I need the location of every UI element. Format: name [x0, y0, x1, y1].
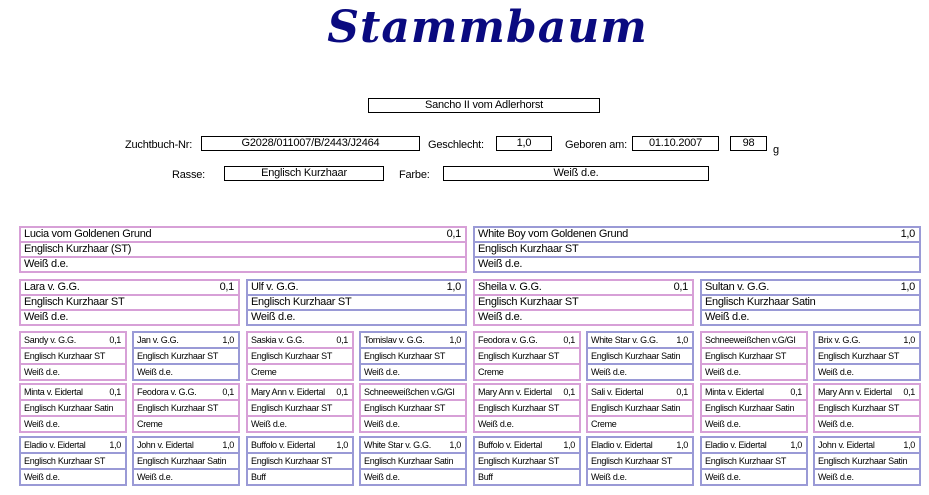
card-sex-field: 0,1 [219, 281, 234, 293]
card-breed-field: Englisch Kurzhaar Satin [137, 456, 227, 466]
card-name-field: Sultan v. G.G. [705, 281, 770, 293]
card-breed-field: Englisch Kurzhaar ST [478, 296, 579, 308]
card-row-color[interactable] [361, 417, 465, 431]
pedigree-card-g4a-5[interactable] [586, 383, 694, 433]
card-row-breed[interactable] [815, 401, 919, 415]
card-row-name[interactable] [588, 333, 692, 347]
card-breed-field: Englisch Kurzhaar ST [705, 456, 787, 466]
page-title: Stammbaum [327, 2, 648, 53]
pedigree-card-g4b-4[interactable] [473, 436, 581, 486]
card-row-name[interactable] [475, 438, 579, 452]
card-name-field: Jan v. G.G. [137, 335, 179, 345]
gewicht-field[interactable]: 98 [730, 136, 767, 151]
card-breed-field: Englisch Kurzhaar ST [251, 351, 333, 361]
card-name-field: Lucia vom Goldenen Grund [24, 228, 152, 240]
card-name-field: White Star v. G.G. [591, 335, 658, 345]
pedigree-card-mother[interactable] [19, 226, 467, 273]
card-row-name[interactable] [134, 333, 238, 347]
card-row-name[interactable] [248, 281, 465, 294]
pedigree-card-ggp-7[interactable] [813, 331, 921, 381]
card-row-breed[interactable] [21, 243, 465, 256]
card-sex-field: 1,0 [900, 281, 915, 293]
card-row-color[interactable] [361, 365, 465, 379]
card-row-name[interactable] [248, 333, 352, 347]
card-sex-field: 0,1 [673, 281, 688, 293]
pedigree-card-g4a-2[interactable] [246, 383, 354, 433]
card-sex-field: 0,1 [222, 387, 234, 397]
card-color-field: Weiß d.e. [705, 367, 741, 377]
card-color-field: Weiß d.e. [364, 419, 400, 429]
card-row-name[interactable] [21, 385, 125, 399]
card-row-color[interactable] [475, 470, 579, 484]
card-row-color[interactable] [134, 417, 238, 431]
card-name-field: Feodora v. G.G. [137, 387, 197, 397]
card-row-breed[interactable] [134, 349, 238, 363]
card-name-field: Mary Ann v. Eidertal [478, 387, 552, 397]
card-color-field: Buff [251, 472, 266, 482]
card-row-name[interactable] [248, 438, 352, 452]
geschlecht-label: Geschlecht: [428, 139, 484, 151]
card-color-field: Buff [478, 472, 493, 482]
card-row-name[interactable] [361, 333, 465, 347]
card-color-field: Weiß d.e. [251, 311, 296, 323]
pedigree-card-father[interactable] [473, 226, 921, 273]
card-name-field: Minta v. Eidertal [24, 387, 83, 397]
card-color-field: Weiß d.e. [705, 311, 750, 323]
card-color-field: Creme [137, 419, 163, 429]
card-color-field: Weiß d.e. [705, 472, 741, 482]
card-name-field: Schneeweißchen v.G/GI [364, 387, 455, 397]
card-row-breed[interactable] [475, 454, 579, 468]
card-breed-field: Englisch Kurzhaar ST [137, 351, 219, 361]
card-sex-field: 0,1 [446, 228, 461, 240]
card-color-field: Creme [251, 367, 277, 377]
card-row-name[interactable] [702, 438, 806, 452]
card-sex-field: 1,0 [900, 228, 915, 240]
card-row-color[interactable] [21, 470, 125, 484]
card-row-breed[interactable] [248, 401, 352, 415]
card-row-breed[interactable] [248, 296, 465, 309]
card-row-name[interactable] [475, 281, 692, 294]
card-color-field: Creme [478, 367, 504, 377]
card-breed-field: Englisch Kurzhaar ST [24, 456, 106, 466]
card-name-field: Mary Ann v. Eidertal [818, 387, 892, 397]
card-name-field: Tomislav v. G.G. [364, 335, 425, 345]
card-row-breed[interactable] [21, 454, 125, 468]
pedigree-card-g4a-6[interactable] [700, 383, 808, 433]
card-sex-field: 0,1 [676, 387, 688, 397]
card-row-breed[interactable] [134, 401, 238, 415]
geschlecht-field[interactable]: 1,0 [496, 136, 552, 151]
card-row-name[interactable] [815, 333, 919, 347]
pedigree-card-ggp-4[interactable] [473, 331, 581, 381]
card-row-breed[interactable] [475, 296, 692, 309]
card-row-breed[interactable] [588, 454, 692, 468]
pedigree-card-g4b-7[interactable] [813, 436, 921, 486]
card-name-field: Ulf v. G.G. [251, 281, 299, 293]
card-name-field: Sali v. Eidertal [591, 387, 644, 397]
card-breed-field: Englisch Kurzhaar ST [24, 296, 125, 308]
pedigree-card-ggp-3[interactable] [359, 331, 467, 381]
card-breed-field: Englisch Kurzhaar Satin [591, 403, 681, 413]
card-breed-field: Englisch Kurzhaar ST [251, 403, 333, 413]
card-breed-field: Englisch Kurzhaar Satin [364, 456, 454, 466]
card-sex-field: 1,0 [449, 335, 461, 345]
card-color-field: Weiß d.e. [705, 419, 741, 429]
pedigree-card-gp-1[interactable] [246, 279, 467, 326]
card-color-field: Weiß d.e. [24, 472, 60, 482]
card-row-color[interactable] [475, 311, 692, 324]
card-color-field: Weiß d.e. [818, 367, 854, 377]
card-row-color[interactable] [815, 417, 919, 431]
card-row-breed[interactable] [21, 296, 238, 309]
card-name-field: Sheila v. G.G. [478, 281, 542, 293]
card-sex-field: 1,0 [676, 335, 688, 345]
card-breed-field: Englisch Kurzhaar ST [251, 456, 333, 466]
card-name-field: White Star v. G.G. [364, 440, 431, 450]
card-row-color[interactable] [588, 470, 692, 484]
card-sex-field: 1,0 [446, 281, 461, 293]
card-color-field: Weiß d.e. [24, 258, 69, 270]
card-row-color[interactable] [21, 417, 125, 431]
card-sex-field: 1,0 [676, 440, 688, 450]
dog-name-field[interactable]: Sancho II vom Adlerhorst [368, 98, 600, 113]
card-row-name[interactable] [21, 281, 238, 294]
card-name-field: Saskia v. G.G. [251, 335, 305, 345]
card-row-name[interactable] [21, 228, 465, 241]
card-breed-field: Englisch Kurzhaar (ST) [24, 243, 132, 255]
card-name-field: Schneeweißchen v.G/GI [705, 335, 796, 345]
card-row-breed[interactable] [588, 401, 692, 415]
card-name-field: Mary Ann v. Eidertal [251, 387, 325, 397]
card-sex-field: 1,0 [449, 440, 461, 450]
card-row-breed[interactable] [815, 349, 919, 363]
card-name-field: White Boy vom Goldenen Grund [478, 228, 628, 240]
card-sex-field: 1,0 [903, 440, 915, 450]
card-row-breed[interactable] [361, 454, 465, 468]
card-color-field: Weiß d.e. [591, 367, 627, 377]
pedigree-card-g4a-0[interactable] [19, 383, 127, 433]
card-color-field: Weiß d.e. [24, 419, 60, 429]
card-breed-field: Englisch Kurzhaar Satin [591, 351, 681, 361]
card-row-color[interactable] [702, 311, 919, 324]
card-row-color[interactable] [815, 470, 919, 484]
card-sex-field: 1,0 [790, 440, 802, 450]
card-row-breed[interactable] [588, 349, 692, 363]
card-name-field: John v. Eidertal [818, 440, 875, 450]
card-color-field: Weiß d.e. [478, 311, 523, 323]
rasse-label: Rasse: [172, 169, 206, 181]
pedigree-card-g4b-2[interactable] [246, 436, 354, 486]
card-row-name[interactable] [815, 385, 919, 399]
card-row-breed[interactable] [702, 349, 806, 363]
card-sex-field: 1,0 [222, 440, 234, 450]
card-row-color[interactable] [588, 365, 692, 379]
card-name-field: Eladio v. Eidertal [705, 440, 767, 450]
card-row-breed[interactable] [702, 296, 919, 309]
card-breed-field: Englisch Kurzhaar Satin [705, 403, 795, 413]
card-row-color[interactable] [588, 417, 692, 431]
card-name-field: Eladio v. Eidertal [24, 440, 86, 450]
card-color-field: Weiß d.e. [24, 311, 69, 323]
card-name-field: Sandy v. G.G. [24, 335, 76, 345]
card-breed-field: Englisch Kurzhaar ST [818, 351, 900, 361]
rasse-field[interactable]: Englisch Kurzhaar [224, 166, 384, 181]
farbe-label: Farbe: [399, 169, 430, 181]
pedigree-card-ggp-2[interactable] [246, 331, 354, 381]
card-row-breed[interactable] [475, 243, 919, 256]
card-row-color[interactable] [248, 470, 352, 484]
card-row-color[interactable] [134, 470, 238, 484]
card-breed-field: Englisch Kurzhaar ST [364, 351, 446, 361]
card-breed-field: Englisch Kurzhaar ST [591, 456, 673, 466]
card-row-name[interactable] [588, 385, 692, 399]
pedigree-card-gp-2[interactable] [473, 279, 694, 326]
card-row-color[interactable] [475, 417, 579, 431]
pedigree-card-g4a-1[interactable] [132, 383, 240, 433]
card-row-color[interactable] [21, 311, 238, 324]
card-name-field: Buffolo v. Eidertal [251, 440, 316, 450]
card-row-name[interactable] [702, 281, 919, 294]
card-color-field: Weiß d.e. [24, 367, 60, 377]
card-sex-field: 0,1 [109, 335, 121, 345]
card-row-breed[interactable] [21, 349, 125, 363]
card-row-name[interactable] [588, 438, 692, 452]
card-breed-field: Englisch Kurzhaar ST [137, 403, 219, 413]
card-row-name[interactable] [21, 333, 125, 347]
card-row-color[interactable] [702, 365, 806, 379]
card-breed-field: Englisch Kurzhaar ST [478, 456, 560, 466]
card-name-field: Buffolo v. Eidertal [478, 440, 543, 450]
card-row-breed[interactable] [702, 454, 806, 468]
card-breed-field: Englisch Kurzhaar ST [818, 403, 900, 413]
card-row-name[interactable] [21, 438, 125, 452]
card-row-name[interactable] [702, 333, 806, 347]
card-breed-field: Englisch Kurzhaar ST [251, 296, 352, 308]
card-name-field: John v. Eidertal [137, 440, 194, 450]
card-color-field: Weiß d.e. [818, 472, 854, 482]
card-name-field: Brix v. G.G. [818, 335, 861, 345]
card-sex-field: 1,0 [109, 440, 121, 450]
card-color-field: Weiß d.e. [818, 419, 854, 429]
card-sex-field: 1,0 [563, 440, 575, 450]
card-row-color[interactable] [475, 365, 579, 379]
card-row-color[interactable] [702, 417, 806, 431]
pedigree-card-g4a-3[interactable] [359, 383, 467, 433]
card-sex-field: 1,0 [903, 335, 915, 345]
card-row-breed[interactable] [702, 401, 806, 415]
pedigree-card-g4b-1[interactable] [132, 436, 240, 486]
card-breed-field: Englisch Kurzhaar ST [478, 403, 560, 413]
card-row-color[interactable] [21, 365, 125, 379]
card-sex-field: 0,1 [903, 387, 915, 397]
card-sex-field: 0,1 [563, 335, 575, 345]
card-row-name[interactable] [361, 438, 465, 452]
pedigree-card-g4a-4[interactable] [473, 383, 581, 433]
card-row-breed[interactable] [134, 454, 238, 468]
card-row-breed[interactable] [361, 401, 465, 415]
pedigree-card-ggp-5[interactable] [586, 331, 694, 381]
pedigree-card-gp-3[interactable] [700, 279, 921, 326]
card-sex-field: 0,1 [563, 387, 575, 397]
card-breed-field: Englisch Kurzhaar ST [24, 351, 106, 361]
card-breed-field: Englisch Kurzhaar Satin [24, 403, 114, 413]
card-row-breed[interactable] [475, 401, 579, 415]
farbe-field[interactable]: Weiß d.e. [443, 166, 709, 181]
card-sex-field: 0,1 [790, 387, 802, 397]
pedigree-card-g4a-7[interactable] [813, 383, 921, 433]
card-row-name[interactable] [475, 385, 579, 399]
card-breed-field: Englisch Kurzhaar ST [478, 243, 579, 255]
card-breed-field: Englisch Kurzhaar ST [478, 351, 560, 361]
geboren-field[interactable]: 01.10.2007 [632, 136, 719, 151]
pedigree-card-gp-0[interactable] [19, 279, 240, 326]
card-row-color[interactable] [248, 311, 465, 324]
card-sex-field: 0,1 [109, 387, 121, 397]
card-row-name[interactable] [475, 228, 919, 241]
card-sex-field: 0,1 [336, 387, 348, 397]
card-name-field: Minta v. Eidertal [705, 387, 764, 397]
card-row-color[interactable] [21, 258, 465, 271]
card-row-breed[interactable] [21, 401, 125, 415]
pedigree-card-ggp-0[interactable] [19, 331, 127, 381]
pedigree-card-ggp-1[interactable] [132, 331, 240, 381]
card-name-field: Feodora v. G.G. [478, 335, 538, 345]
card-color-field: Weiß d.e. [137, 472, 173, 482]
card-row-breed[interactable] [248, 454, 352, 468]
card-row-color[interactable] [361, 470, 465, 484]
card-color-field: Weiß d.e. [364, 472, 400, 482]
card-row-name[interactable] [702, 385, 806, 399]
pedigree-card-ggp-6[interactable] [700, 331, 808, 381]
gewicht-unit: g [773, 144, 779, 156]
card-color-field: Weiß d.e. [137, 367, 173, 377]
card-color-field: Weiß d.e. [478, 419, 514, 429]
card-row-name[interactable] [248, 385, 352, 399]
card-name-field: Lara v. G.G. [24, 281, 80, 293]
card-color-field: Weiß d.e. [591, 472, 627, 482]
card-row-breed[interactable] [361, 349, 465, 363]
card-row-color[interactable] [248, 417, 352, 431]
card-row-color[interactable] [134, 365, 238, 379]
card-row-breed[interactable] [815, 454, 919, 468]
pedigree-card-g4b-3[interactable] [359, 436, 467, 486]
card-color-field: Weiß d.e. [251, 419, 287, 429]
pedigree-card-g4b-0[interactable] [19, 436, 127, 486]
zuchtbuch-label: Zuchtbuch-Nr: [125, 139, 193, 151]
card-breed-field: Englisch Kurzhaar Satin [705, 296, 816, 308]
card-row-name[interactable] [134, 438, 238, 452]
pedigree-card-g4b-5[interactable] [586, 436, 694, 486]
card-breed-field: Englisch Kurzhaar ST [705, 351, 787, 361]
zuchtbuch-field[interactable]: G2028/011007/B/2443/J2464 [201, 136, 420, 151]
card-row-name[interactable] [815, 438, 919, 452]
card-color-field: Weiß d.e. [478, 258, 523, 270]
card-color-field: Weiß d.e. [364, 367, 400, 377]
card-sex-field: 1,0 [336, 440, 348, 450]
pedigree-card-g4b-6[interactable] [700, 436, 808, 486]
card-row-name[interactable] [134, 385, 238, 399]
card-row-color[interactable] [815, 365, 919, 379]
card-name-field: Eladio v. Eidertal [591, 440, 653, 450]
card-row-color[interactable] [248, 365, 352, 379]
card-breed-field: Englisch Kurzhaar Satin [818, 456, 908, 466]
geboren-label: Geboren am: [565, 139, 628, 151]
card-breed-field: Englisch Kurzhaar ST [364, 403, 446, 413]
card-row-name[interactable] [475, 333, 579, 347]
card-row-breed[interactable] [475, 349, 579, 363]
card-row-color[interactable] [475, 258, 919, 271]
card-row-color[interactable] [702, 470, 806, 484]
card-row-name[interactable] [361, 385, 465, 399]
card-color-field: Creme [591, 419, 617, 429]
card-row-breed[interactable] [248, 349, 352, 363]
card-sex-field: 1,0 [222, 335, 234, 345]
card-sex-field: 0,1 [336, 335, 348, 345]
